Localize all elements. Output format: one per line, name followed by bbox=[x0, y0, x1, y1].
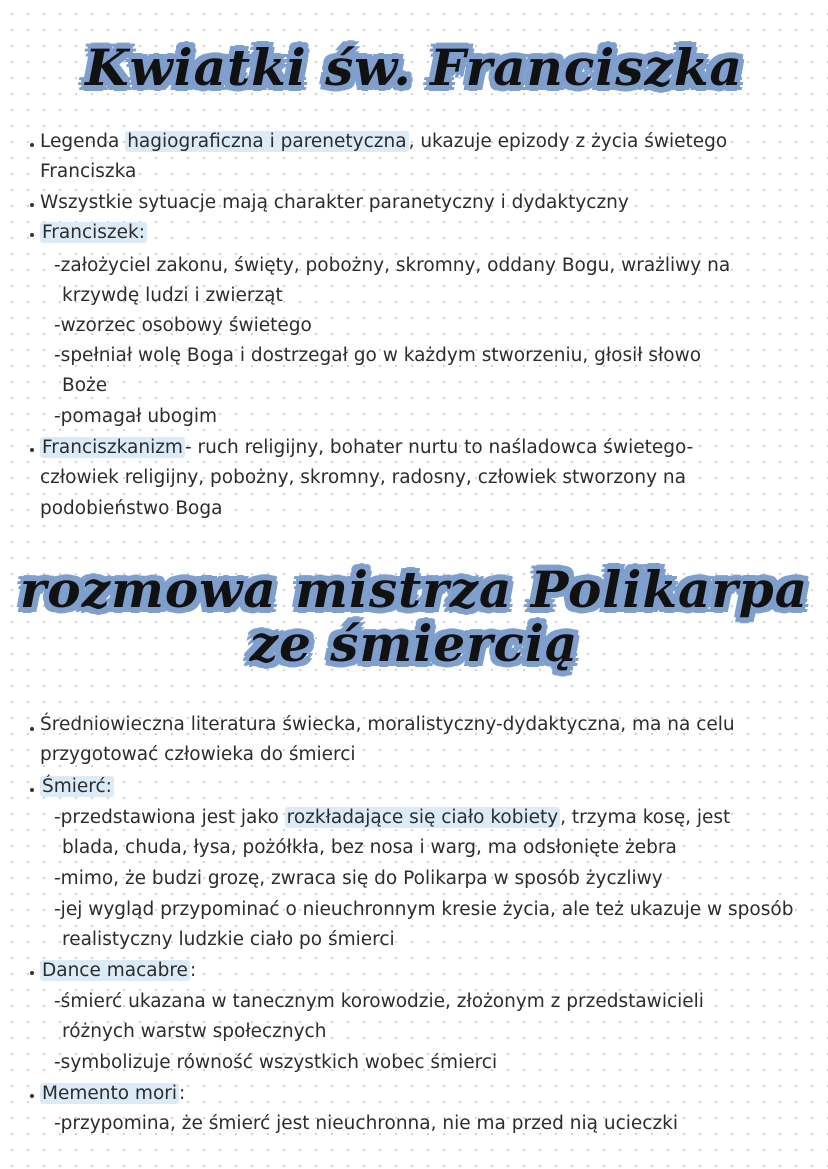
bullet-icon bbox=[30, 788, 34, 792]
text-line: -mimo, że budzi grozę, zwraca się do Polikarpa w sposób życzliwy bbox=[54, 868, 663, 889]
text-line bbox=[40, 127, 727, 157]
text-span: - ruch religijny, bohater nurtu to naśladowca świetego- bbox=[184, 437, 694, 458]
text-line bbox=[54, 803, 730, 833]
text-line: -założyciel zakonu, święty, pobożny, skromny, oddany Bogu, wrażliwy na bbox=[54, 255, 731, 276]
text-line: -śmierć ukazana w tanecznym korowodzie, złożonym z przedstawicieli bbox=[54, 991, 704, 1012]
text-span: : bbox=[189, 960, 197, 981]
highlighted-text: hagiograficzna i parenetyczna bbox=[127, 131, 407, 152]
bullet-icon bbox=[30, 1094, 34, 1098]
bullet-icon bbox=[30, 448, 34, 452]
text-line bbox=[40, 218, 147, 248]
text-line: różnych warstw społecznych bbox=[62, 1021, 327, 1042]
text-line bbox=[40, 956, 196, 986]
highlighted-text: rozkładające się ciało kobiety bbox=[286, 807, 559, 828]
text-span: Legenda bbox=[40, 131, 126, 152]
text-line: -symbolizuje równość wszystkich wobec śmierci bbox=[54, 1052, 498, 1073]
text-line: Franciszka bbox=[40, 161, 137, 182]
text-span: : bbox=[179, 1083, 186, 1104]
text-line: podobieństwo Boga bbox=[40, 498, 223, 519]
text-line: -pomagał ubogim bbox=[54, 406, 218, 427]
text-line: przygotować człowieka do śmierci bbox=[40, 744, 356, 765]
bullet-icon bbox=[30, 143, 34, 147]
text-line bbox=[40, 1079, 185, 1109]
bullet-icon bbox=[30, 971, 34, 975]
text-line: -wzorzec osobowy świetego bbox=[54, 315, 312, 336]
text-span: , ukazuje epizody z życia świetego bbox=[408, 131, 728, 152]
text-line: -spełniał wolę Boga i dostrzegał go w każdym stworzeniu, głosił słowo bbox=[54, 345, 702, 366]
highlighted-heading: Franciszek: bbox=[42, 222, 145, 243]
text-line: Średniowieczna literatura świecka, moralistyczny-dydaktyczna, ma na celu bbox=[40, 714, 735, 735]
highlighted-heading: Franciszkanizm bbox=[42, 437, 183, 458]
section-title-ze-smiercia: ze śmiercią bbox=[249, 614, 579, 673]
text-line: człowiek religijny, pobożny, skromny, radosny, człowiek stworzony na bbox=[40, 467, 686, 488]
text-line bbox=[40, 772, 114, 802]
highlighted-heading: Śmierć: bbox=[42, 776, 112, 797]
highlighted-heading: Dance macabre bbox=[42, 960, 188, 981]
bullet-icon bbox=[30, 727, 34, 731]
text-span: -przedstawiona jest jako bbox=[54, 807, 285, 828]
text-line: -przypomina, że śmierć jest nieuchronna, nie ma przed nią ucieczki bbox=[54, 1113, 679, 1134]
text-line: blada, chuda, łysa, pożółkła, bez nosa i warg, ma odsłonięte żebra bbox=[62, 837, 677, 858]
text-line: krzywdę ludzi i zwierząt bbox=[62, 285, 283, 306]
page-title-kwiatki: Kwiatki św. Franciszka bbox=[85, 38, 743, 97]
section-title-rozmowa: rozmowa mistrza Polikarpa bbox=[19, 560, 809, 619]
text-line bbox=[40, 433, 693, 463]
highlighted-heading: Memento mori bbox=[42, 1083, 178, 1104]
text-line: realistyczny ludzkie ciało po śmierci bbox=[62, 929, 395, 950]
text-line: Boże bbox=[62, 375, 108, 396]
bullet-icon bbox=[30, 233, 34, 237]
text-span: , trzyma kosę, jest bbox=[560, 807, 731, 828]
text-line: Wszystkie sytuacje mają charakter paranetyczny i dydaktyczny bbox=[40, 192, 629, 213]
text-line: -jej wygląd przypominać o nieuchronnym kresie życia, ale też ukazuje w sposób bbox=[54, 899, 794, 920]
bullet-icon bbox=[30, 203, 34, 207]
